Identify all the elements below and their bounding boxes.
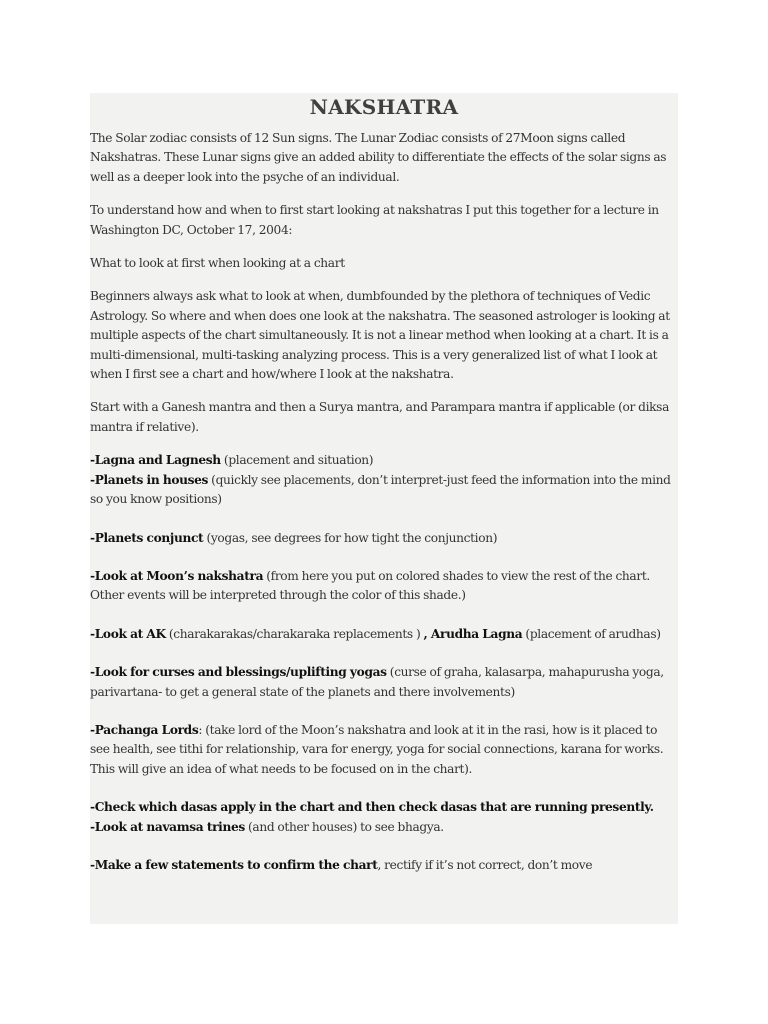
- list-item-ak: [90, 625, 678, 644]
- list-item-pachanga-colon: :: [198, 722, 203, 737]
- document-body: [90, 129, 678, 875]
- list-item-lagna: [90, 451, 678, 470]
- intro-paragraph: The Solar zodiac consists of 12 Sun signs. The Lunar Zodiac consists of 27Moon signs called Nakshatras. These Lunar signs give an added ability to differentiate the effects of the solar signs as well as a deeper look into the psyche of an individual.: [90, 131, 667, 184]
- list-item-statements-text: , rectify if it’s not correct, don’t move: [377, 857, 593, 872]
- list-item-dasas-label: -Check which dasas apply in the chart and then check dasas that are running presently.: [90, 800, 654, 815]
- subheading-paragraph: What to look at first when looking at a chart: [90, 256, 345, 271]
- list-item-arudha-text: (placement of arudhas): [522, 626, 661, 641]
- list-item-curses-label: -Look for curses and blessings/uplifting yogas: [90, 665, 387, 680]
- list-item-planets: [90, 471, 678, 510]
- list-item-conjunct: [90, 529, 678, 548]
- mantra-paragraph: Start with a Ganesh mantra and then a Surya mantra, and Parampara mantra if applicable (or diksa mantra if relative).: [90, 400, 670, 434]
- list-item-conjunct-text: (yogas, see degrees for how tight the conjunction): [203, 530, 498, 545]
- list-item-statements-label: -Make a few statements to confirm the chart: [90, 857, 378, 872]
- lecture-paragraph: To understand how and when to first start looking at nakshatras I put this together for a lecture in Washington DC, October 17, 2004:: [90, 203, 659, 237]
- list-item-pachanga-text: (take lord of the Moon’s nakshatra and look at it in the rasi, how is it placed to see health, see tithi for relationship, vara for energy, yoga for social connections, karana for works. This will give an idea of what needs to be focused on in the chart).: [90, 722, 664, 776]
- list-item-curses-text: (curse of graha, kalasarpa, mahapurusha yoga, parivartana- to get a general state of the planets and there involvements): [90, 665, 664, 699]
- list-item-moon: [90, 567, 678, 606]
- list-item-arudha-label: , Arudha Lagna: [423, 626, 523, 641]
- list-item-moon-text: (from here you put on colored shades to view the rest of the chart. Other events will be interpreted through the color of this shade.): [90, 568, 650, 603]
- list-item-navamsa-label: -Look at navamsa trines: [90, 819, 245, 834]
- list-item-ak-label: -Look at AK: [90, 626, 166, 641]
- list-item-lagna-label: -Lagna and Lagnesh: [90, 453, 221, 468]
- list-item-conjunct-label: -Planets conjunct: [90, 530, 204, 545]
- document-page: [90, 93, 678, 924]
- beginners-paragraph: Beginners always ask what to look at when, dumbfounded by the plethora of techniques of Vedic Astrology. So where and when does one look at the nakshatra. The seasoned astrologer is looking at multiple aspects of the chart simultaneously. It is not a linear method when looking at a chart. It is a multi-dimensional, multi-tasking analyzing process. This is a very generalized list of what I look at when I first see a chart and how/where I look at the nakshatra.: [90, 289, 670, 382]
- list-item-planets-label: -Planets in houses: [90, 472, 209, 487]
- list-item-moon-label: -Look at Moon’s nakshatra: [90, 568, 264, 583]
- list-item-pachanga: [90, 721, 678, 779]
- page-title: NAKSHATRA: [309, 95, 459, 119]
- list-item-dasas: [90, 798, 678, 817]
- list-item-navamsa-text: (and other houses) to see bhagya.: [244, 819, 444, 834]
- list-item-pachanga-label: -Pachanga Lords: [90, 722, 199, 737]
- list-item-curses: [90, 663, 678, 702]
- list-item-navamsa: [90, 818, 678, 837]
- list-item-lagna-text: (placement and situation): [220, 453, 374, 468]
- list-item-planets-text: (quickly see placements, don’t interpret-just feed the information into the mind so you know positions): [90, 472, 671, 507]
- list-item-statements: [90, 856, 678, 875]
- list-item-ak-text: (charakarakas/charakaraka replacements ): [165, 626, 424, 641]
